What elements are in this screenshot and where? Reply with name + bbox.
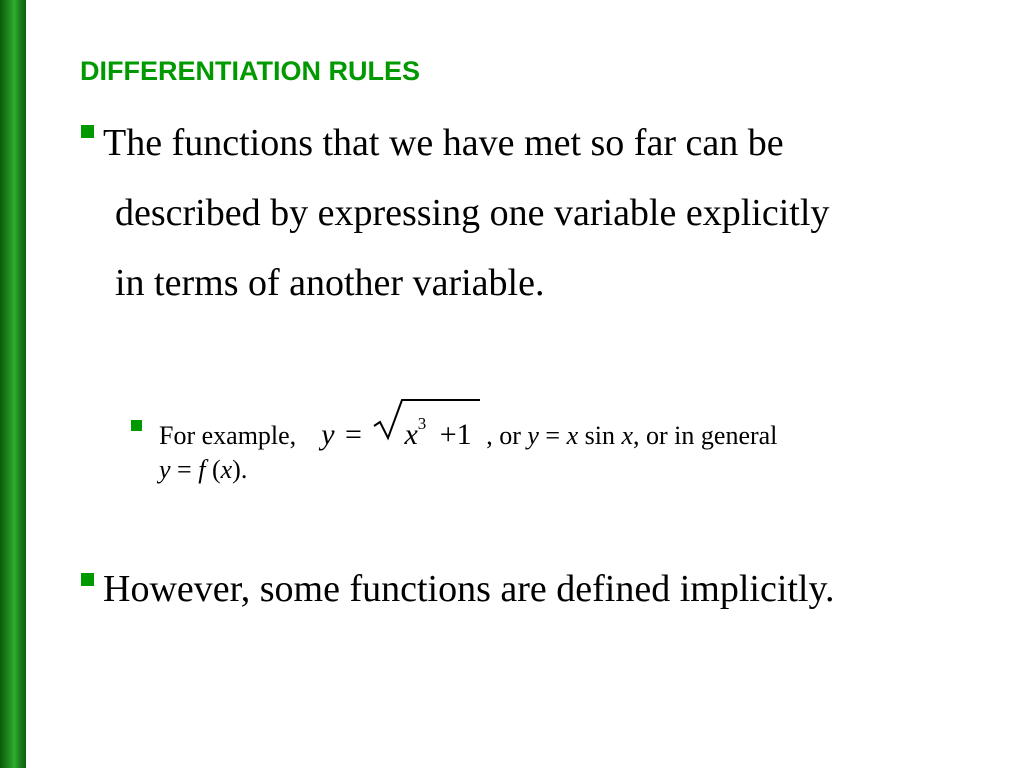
for-example-label: For example, <box>159 421 297 450</box>
sub-bullet-line1 <box>159 410 777 454</box>
bullet-square-icon-2 <box>81 573 94 586</box>
bullet-square-icon <box>81 125 94 138</box>
bullet1-line3: in terms of another variable. <box>115 262 545 304</box>
math-x4: x <box>220 455 233 484</box>
sqrt-sign-icon <box>372 396 482 442</box>
sub-bullet-line2 <box>159 452 247 488</box>
math-plus-one: +1 <box>439 418 472 451</box>
math-close-paren: ). <box>232 455 248 484</box>
bullet1-line2: described by expressing one variable explicitly <box>115 192 830 234</box>
math-y2: y <box>527 421 539 450</box>
bullet2-text: However, some functions are defined implicitly. <box>103 568 835 610</box>
math-y: y <box>321 418 335 451</box>
sub-bullet-square-icon <box>131 420 142 431</box>
slide-title: DIFFERENTIATION RULES <box>80 56 420 86</box>
math-f: f <box>198 455 206 484</box>
math-y3: y <box>159 455 171 484</box>
math-exponent: 3 <box>417 414 427 433</box>
or-in-general-text: , or in general <box>633 421 778 450</box>
bullet1-line1: The functions that we have met so far can be <box>103 122 784 164</box>
math-equals-2: = <box>545 421 561 450</box>
math-open-paren: ( <box>211 455 221 484</box>
math-x3: x <box>621 421 634 450</box>
math-equals: = <box>345 418 362 451</box>
or-text-1: , or <box>486 421 521 450</box>
left-accent-bar <box>0 0 26 768</box>
math-sin: sin <box>584 421 615 450</box>
math-equals-3: = <box>177 455 192 484</box>
sqrt-expression <box>372 410 471 454</box>
math-x2: x <box>566 421 579 450</box>
math-x: x <box>404 418 418 451</box>
